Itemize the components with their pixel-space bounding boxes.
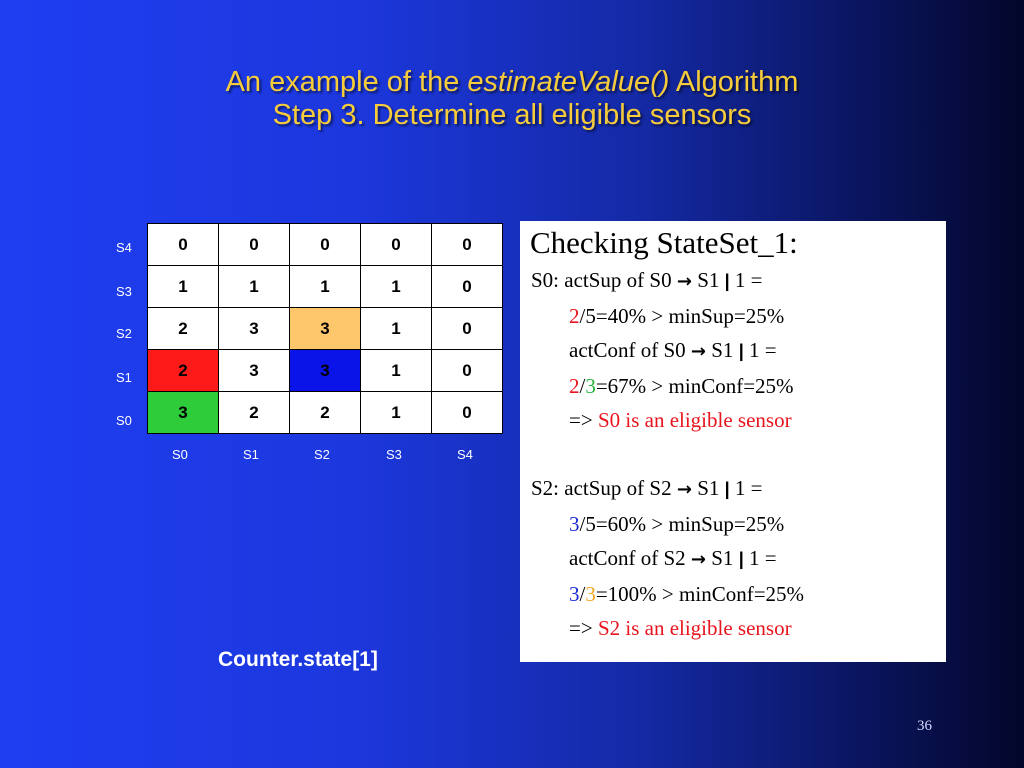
s2-result-line: [531, 611, 936, 645]
s2-support-line: [531, 471, 936, 507]
s0-conf-slash: /: [579, 374, 586, 398]
table-cell: 1: [361, 266, 432, 308]
s0-confidence-line: [531, 333, 936, 369]
table-cell-highlight-orange: 3: [290, 308, 361, 350]
s0-result-text: S0 is an eligible sensor: [597, 408, 792, 432]
s0-sup-value: 1 =: [729, 268, 763, 292]
table-cell: 3: [219, 350, 290, 392]
s2-conf-target: S1: [706, 546, 739, 570]
right-arrow-icon: →: [676, 271, 692, 292]
table-cell: 0: [148, 224, 219, 266]
panel-heading: Checking StateSet_1:: [530, 225, 798, 260]
s0-conf-value: 1 =: [743, 338, 777, 362]
row-label-s1: S1: [116, 370, 132, 385]
s2-conf-denominator: 3: [585, 582, 596, 606]
table-cell: 0: [219, 224, 290, 266]
title-text: An example of the: [225, 66, 468, 98]
s2-sup-numerator: 3: [569, 512, 580, 536]
table-cell: 0: [432, 350, 503, 392]
s0-sup-text: S0: actSup of S0: [531, 268, 677, 292]
right-arrow-icon: →: [690, 341, 706, 362]
table-cell: 2: [290, 392, 361, 434]
col-label-s1: S1: [243, 447, 259, 462]
s2-confidence-result: [531, 577, 936, 611]
slide-title: [0, 66, 1024, 132]
table-row-s3: [148, 266, 503, 308]
s2-result-prefix: =>: [569, 616, 598, 640]
bar-glyph: |: [738, 549, 744, 569]
s0-result-prefix: =>: [569, 408, 598, 432]
spacer: [531, 437, 936, 471]
col-label-s2: S2: [314, 447, 330, 462]
table-cell-highlight-blue: 3: [290, 350, 361, 392]
s0-conf-numerator: 2: [569, 374, 580, 398]
s0-sup-rest: /5=40% > minSup=25%: [579, 304, 785, 328]
s0-sup-numerator: 2: [569, 304, 580, 328]
s0-conf-denominator: 3: [585, 374, 596, 398]
title-line-2: Step 3. Determine all eligible sensors: [272, 99, 752, 131]
page-number: 36: [917, 718, 932, 734]
title-function-name: estimateValue(): [467, 66, 670, 98]
s0-conf-text: actConf of S0: [569, 338, 691, 362]
s2-result-text: S2 is an eligible sensor: [597, 616, 792, 640]
s2-support-result: [531, 507, 936, 541]
s2-sup-value: 1 =: [729, 476, 763, 500]
s2-sup-rest: /5=60% > minSup=25%: [579, 512, 785, 536]
col-label-s4: S4: [457, 447, 473, 462]
table-row-s1: [148, 350, 503, 392]
s0-confidence-result: [531, 369, 936, 403]
bar-glyph: |: [724, 479, 730, 499]
table-cell: 1: [361, 392, 432, 434]
s2-confidence-line: [531, 541, 936, 577]
col-label-s0: S0: [172, 447, 188, 462]
s0-support-result: [531, 299, 936, 333]
s2-conf-value: 1 =: [743, 546, 777, 570]
s0-conf-target: S1: [706, 338, 739, 362]
s0-conf-rest: =67% > minConf=25%: [595, 374, 794, 398]
table-cell-highlight-red: 2: [148, 350, 219, 392]
counter-state-table: [147, 223, 503, 434]
col-label-s3: S3: [386, 447, 402, 462]
table-row-s0: [148, 392, 503, 434]
s2-sup-text: S2: actSup of S2: [531, 476, 677, 500]
bar-glyph: |: [724, 271, 730, 291]
table-cell: 0: [290, 224, 361, 266]
bar-glyph: |: [738, 341, 744, 361]
table-cell: 0: [432, 392, 503, 434]
right-arrow-icon: →: [676, 479, 692, 500]
row-label-s0: S0: [116, 413, 132, 428]
s2-conf-rest: =100% > minConf=25%: [595, 582, 805, 606]
title-text-end: Algorithm: [669, 66, 799, 98]
table-cell: 1: [361, 350, 432, 392]
right-arrow-icon: →: [690, 549, 706, 570]
s2-conf-slash: /: [579, 582, 586, 606]
table-cell: 0: [432, 308, 503, 350]
table-cell: 2: [219, 392, 290, 434]
table-cell: 3: [219, 308, 290, 350]
row-label-s3: S3: [116, 284, 132, 299]
table-row-s2: [148, 308, 503, 350]
s2-conf-numerator: 3: [569, 582, 580, 606]
title-line-1: [0, 66, 1024, 99]
table-cell: 0: [432, 266, 503, 308]
table-cell: 1: [361, 308, 432, 350]
row-label-s4: S4: [116, 240, 132, 255]
table-cell: 0: [361, 224, 432, 266]
table-cell: 1: [290, 266, 361, 308]
s2-conf-text: actConf of S2: [569, 546, 691, 570]
table-cell: 1: [148, 266, 219, 308]
s0-support-line: [531, 263, 936, 299]
table-row-s4: [148, 224, 503, 266]
s0-sup-target: S1: [691, 268, 725, 292]
table-cell-highlight-green: 3: [148, 392, 219, 434]
row-label-s2: S2: [116, 326, 132, 341]
s0-result-line: [531, 403, 936, 437]
s2-sup-target: S1: [691, 476, 725, 500]
table-cell: 1: [219, 266, 290, 308]
table-caption: Counter.state[1]: [218, 648, 378, 671]
table-cell: 2: [148, 308, 219, 350]
table-cell: 0: [432, 224, 503, 266]
eligibility-check-panel: [520, 221, 946, 662]
